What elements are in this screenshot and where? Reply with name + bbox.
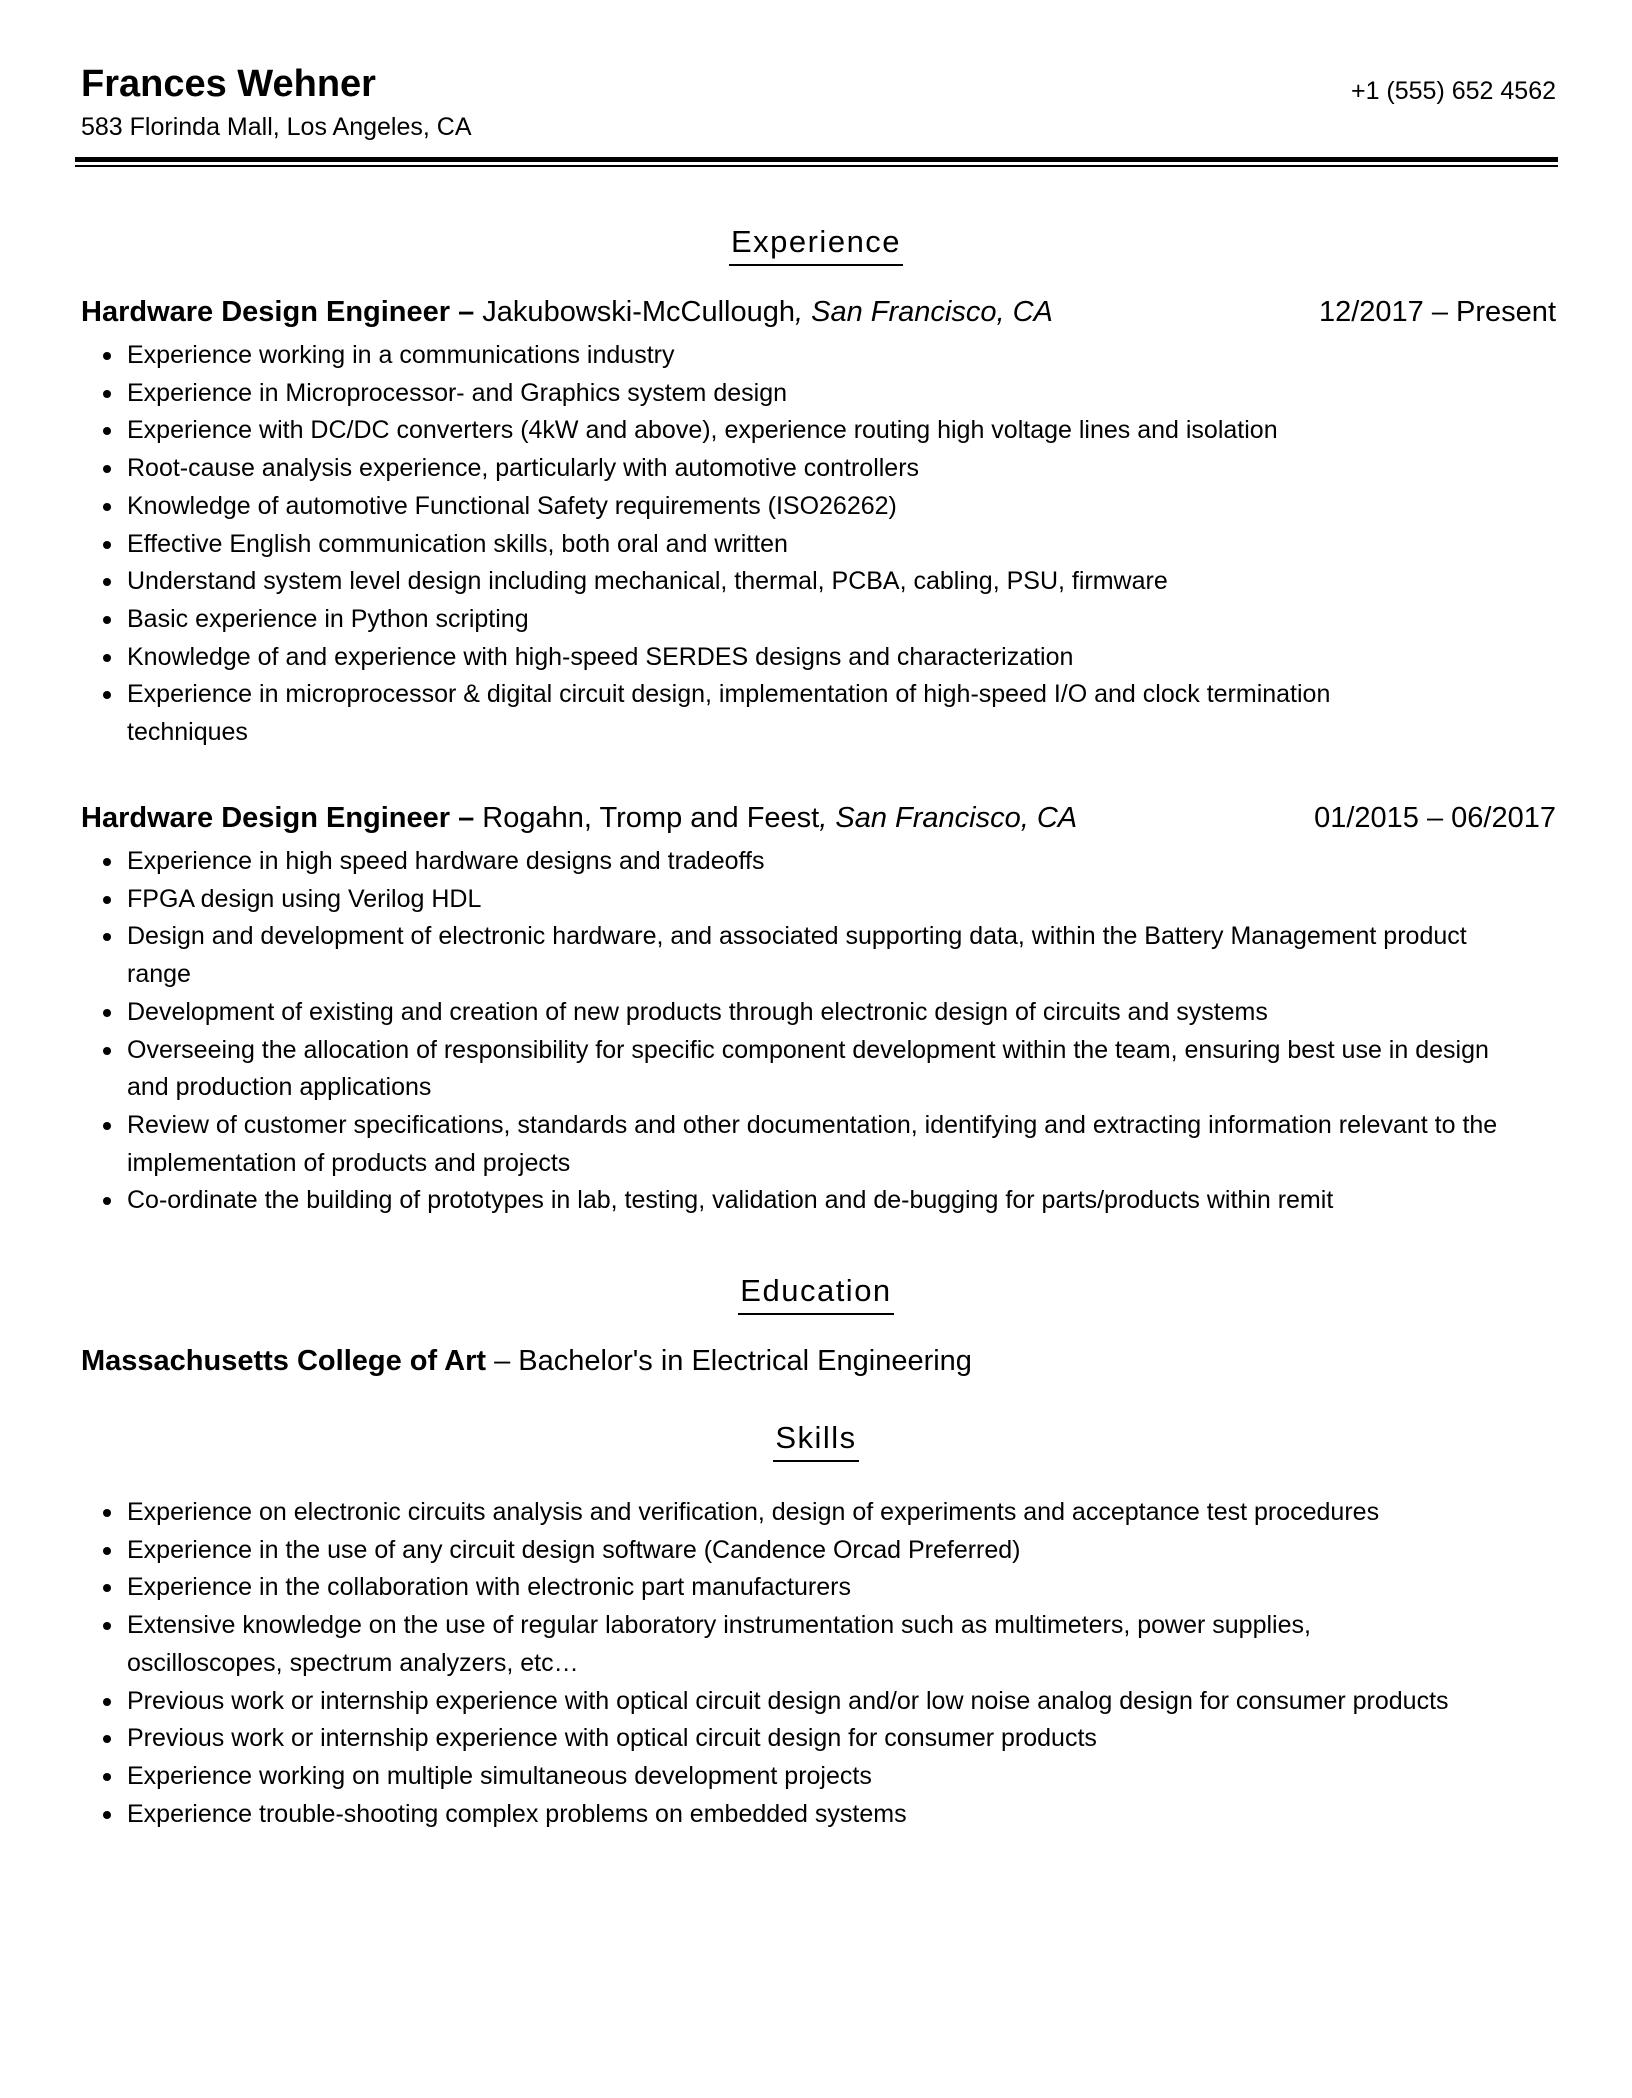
list-item: Experience in high speed hardware designs and tradeoffs [127, 843, 1557, 881]
list-item: Experience with DC/DC converters (4kW and above), experience routing high voltage lines and isolation [127, 412, 1557, 450]
list-item: Experience in the use of any circuit design software (Candence Orcad Preferred) [127, 1532, 1557, 1570]
education-entry [81, 1343, 1556, 1379]
list-item: Overseeing the allocation of responsibility for specific component development within the team, ensuring best use in design and production applications [127, 1032, 1557, 1107]
job-1-header [81, 294, 1556, 330]
list-item: Experience in the collaboration with electronic part manufacturers [127, 1569, 1557, 1607]
list-item: FPGA design using Verilog HDL [127, 881, 1557, 919]
resume-header [81, 60, 1556, 141]
education-school: Massachusetts College of Art [81, 1345, 487, 1377]
list-item: Co-ordinate the building of prototypes in lab, testing, validation and de-bugging for parts/products within remit [127, 1182, 1557, 1220]
list-item: Understand system level design including mechanical, thermal, PCBA, cabling, PSU, firmware [127, 563, 1557, 601]
list-item: Previous work or internship experience with optical circuit design and/or low noise analog design for consumer products [127, 1683, 1557, 1721]
job-2-location: , San Francisco, CA [819, 802, 1078, 834]
job-2-dates: 01/2015 – 06/2017 [1314, 802, 1556, 834]
skills-bullets [127, 1494, 1557, 1833]
job-2-role: Hardware Design Engineer – [81, 802, 475, 834]
list-item: Experience working in a communications industry [127, 337, 1557, 375]
job-2-bullets [127, 843, 1557, 1220]
education-degree: – Bachelor's in Electrical Engineering [486, 1345, 972, 1377]
job-2-header [81, 800, 1556, 836]
header-divider-thin [75, 165, 1558, 167]
list-item: Experience on electronic circuits analysis and verification, design of experiments and acceptance test procedures [127, 1494, 1557, 1532]
list-item: Experience in Microprocessor- and Graphics system design [127, 375, 1557, 413]
job-1-dates: 12/2017 – Present [1318, 296, 1556, 328]
header-divider-thick [75, 157, 1558, 162]
list-item: Previous work or internship experience with optical circuit design for consumer products [127, 1720, 1557, 1758]
job-1-role: Hardware Design Engineer – [81, 296, 475, 328]
list-item: Knowledge of and experience with high-speed SERDES designs and characterization [127, 639, 1557, 677]
skills-heading-text: Skills [773, 1418, 858, 1462]
candidate-name: Frances Wehner [81, 63, 376, 105]
list-item: Experience working on multiple simultaneous development projects [127, 1758, 1557, 1796]
list-item: Experience trouble-shooting complex problems on embedded systems [127, 1796, 1557, 1834]
candidate-address: 583 Florinda Mall, Los Angeles, CA [81, 113, 472, 141]
education-heading [0, 1271, 1632, 1315]
skills-heading [0, 1418, 1632, 1462]
education-heading-text: Education [738, 1271, 893, 1315]
list-item: Effective English communication skills, both oral and written [127, 526, 1557, 564]
list-item: Design and development of electronic hardware, and associated supporting data, within the Battery Management product range [127, 918, 1557, 993]
experience-heading-text: Experience [729, 222, 903, 266]
list-item: Root-cause analysis experience, particularly with automotive controllers [127, 450, 1557, 488]
job-1-location: , San Francisco, CA [795, 296, 1053, 328]
list-item: Review of customer specifications, standards and other documentation, identifying and extracting information relevant to the implementation of products and projects [127, 1107, 1557, 1182]
experience-heading [0, 222, 1632, 266]
list-item: Knowledge of automotive Functional Safety requirements (ISO26262) [127, 488, 1557, 526]
job-2-company: Rogahn, Tromp and Feest [474, 802, 820, 834]
job-1-bullets [127, 337, 1557, 752]
list-item: Extensive knowledge on the use of regular laboratory instrumentation such as multimeters, power supplies, oscilloscopes, spectrum analyzers, etc… [127, 1607, 1557, 1682]
list-item: Basic experience in Python scripting [127, 601, 1557, 639]
list-item: Experience in microprocessor & digital circuit design, implementation of high-speed I/O and clock termination techniques [127, 676, 1557, 751]
candidate-phone: +1 (555) 652 4562 [1350, 77, 1556, 105]
list-item: Development of existing and creation of new products through electronic design of circuits and systems [127, 994, 1557, 1032]
job-1-company: Jakubowski-McCullough [474, 296, 795, 328]
